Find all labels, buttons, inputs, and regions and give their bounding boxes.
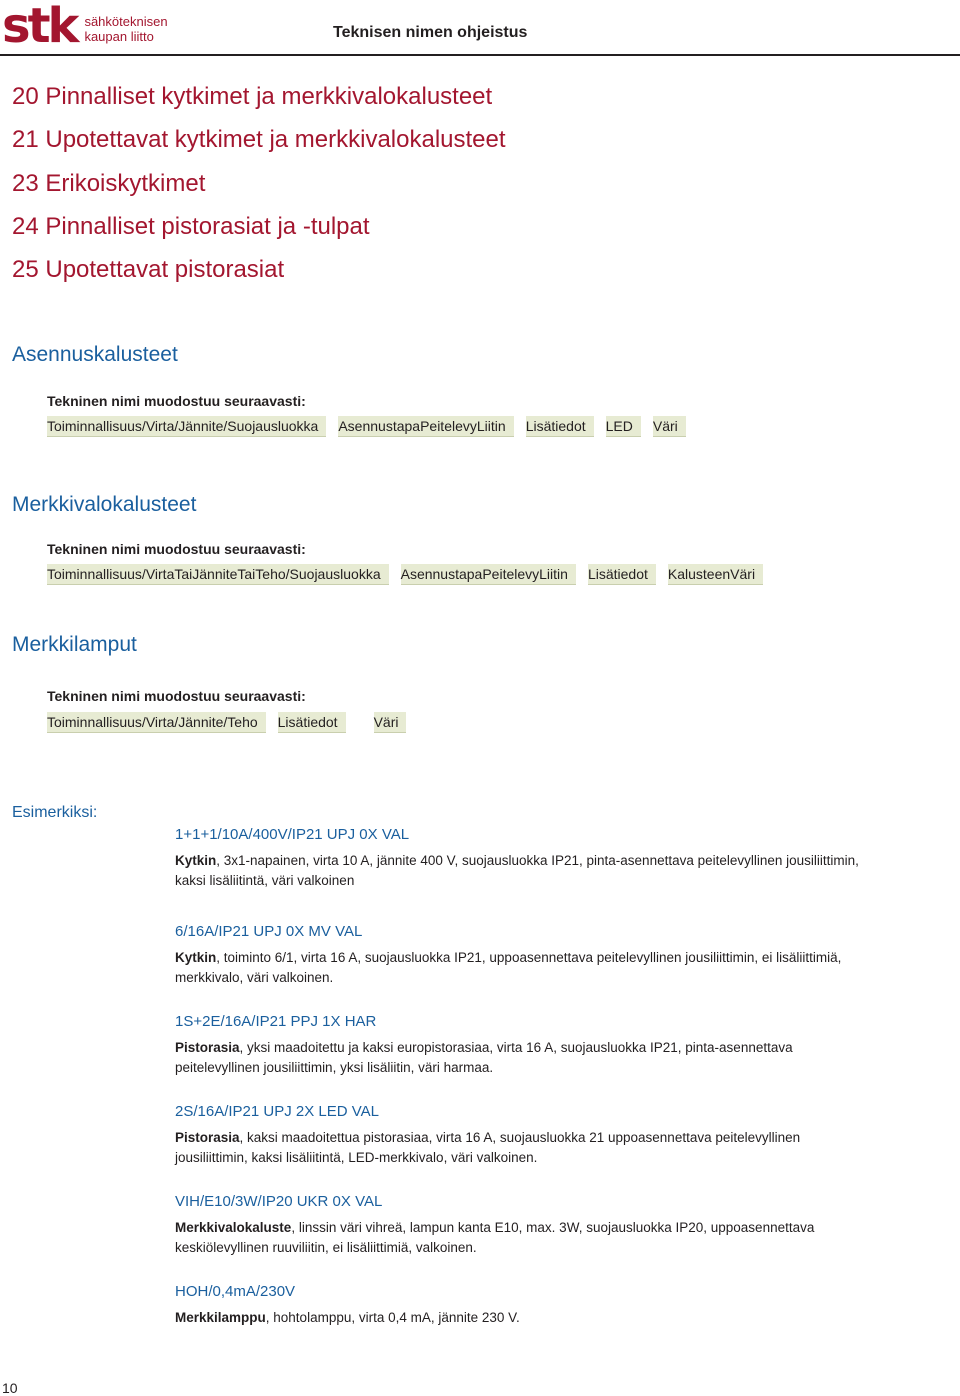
example-details: , linssin väri vihreä, lampun kanta E10, max. 3W, suojausluokka IP20, uppoasennettava keskiölevyllinen ruuviliitin, ei lisäliittimiä, valkoinen.: [175, 1220, 815, 1255]
example-item: [175, 922, 875, 987]
category-item: 23 Erikoiskytkimet: [12, 169, 206, 197]
document-title: Teknisen nimen ohjeistus: [333, 24, 528, 41]
example-code: 1+1+1/10A/400V/IP21 UPJ 0X VAL: [175, 826, 410, 843]
logo-subtitle-line1: sähköteknisen: [84, 14, 168, 29]
formula-chip: Toiminnallisuus/Virta/Jännite/Teho: [47, 712, 266, 733]
formula-chip: Lisätiedot: [278, 712, 346, 733]
formula-chip: AsennustapaPeitelevyLiitin: [401, 564, 576, 585]
category-item: 24 Pinnalliset pistorasiat ja -tulpat: [12, 212, 370, 240]
formula-chip: KalusteenVäri: [668, 564, 763, 585]
example-description: [175, 1128, 875, 1167]
formula-label: Tekninen nimi muodostuu seuraavasti:: [47, 541, 306, 557]
example-item: [175, 825, 875, 890]
category-item: 21 Upotettavat kytkimet ja merkkivalokalusteet: [12, 126, 506, 154]
formula-chip: AsennustapaPeitelevyLiitin: [338, 416, 513, 437]
example-product-type: Kytkin: [175, 950, 217, 965]
section-title-merkkivalokalusteet: Merkkivalokalusteet: [12, 493, 197, 516]
examples-label: Esimerkiksi:: [12, 804, 98, 821]
example-product-type: Merkkivalokaluste: [175, 1220, 292, 1235]
example-item: [175, 1192, 875, 1257]
example-product-type: Merkkilamppu: [175, 1310, 266, 1325]
example-description: [175, 948, 875, 987]
example-details: , toiminto 6/1, virta 16 A, suojausluokka IP21, uppoasennettava peitelevyllinen jousiliittimin, ei lisäliittimiä, merkkivalo, väri valkoinen.: [175, 950, 842, 985]
example-code: VIH/E10/3W/IP20 UKR 0X VAL: [175, 1193, 383, 1210]
formula-chips: [47, 416, 698, 437]
example-product-type: Pistorasia: [175, 1040, 240, 1055]
formula-chip: Lisätiedot: [588, 564, 656, 585]
example-item: [175, 1102, 875, 1167]
section-title-asennuskalusteet: Asennuskalusteet: [12, 343, 178, 366]
section-title-merkkilamput: Merkkilamput: [12, 633, 137, 656]
example-description: [175, 851, 875, 890]
category-item: 25 Upotettavat pistorasiat: [12, 256, 285, 284]
example-details: , yksi maadoitettu ja kaksi europistorasiaa, virta 16 A, suojausluokka IP21, pinta-asennettava peitelevyllinen jousiliittimin, yksi lisäliitin, väri harmaa.: [175, 1040, 793, 1075]
example-code: 6/16A/IP21 UPJ 0X MV VAL: [175, 923, 363, 940]
logo-mark: stk: [2, 0, 77, 54]
formula-chips: [47, 564, 775, 585]
example-description: [175, 1038, 875, 1077]
example-item: [175, 1012, 875, 1077]
example-description: [175, 1308, 875, 1328]
example-item: [175, 1282, 875, 1328]
example-details: , hohtolamppu, virta 0,4 mA, jännite 230 V.: [265, 1310, 520, 1325]
example-code: 2S/16A/IP21 UPJ 2X LED VAL: [175, 1103, 380, 1120]
page-number: 10: [2, 1380, 18, 1396]
formula-chip: Toiminnallisuus/Virta/Jännite/Suojausluokka: [47, 416, 326, 437]
formula-label: Tekninen nimi muodostuu seuraavasti:: [47, 393, 306, 409]
formula-chip: LED: [606, 416, 641, 437]
example-product-type: Kytkin: [175, 853, 217, 868]
category-list: [12, 82, 506, 298]
category-item: 20 Pinnalliset kytkimet ja merkkivalokalusteet: [12, 83, 493, 110]
example-details: , kaksi maadoitettua pistorasiaa, virta 16 A, suojausluokka 21 uppoasennettava peitelevyllinen jousiliittimin, kaksi lisäliitintä, LED-merkkivalo, väri valkoinen.: [175, 1130, 801, 1165]
example-description: [175, 1218, 875, 1257]
logo-subtitle-line2: kaupan liitto: [84, 29, 154, 44]
formula-chip: Väri: [653, 416, 686, 437]
example-details: , 3x1-napainen, virta 10 A, jännite 400 V, suojausluokka IP21, pinta-asennettava peitelevyllinen jousiliittimin, kaksi lisäliitintä, väri valkoinen: [175, 853, 859, 888]
formula-label: Tekninen nimi muodostuu seuraavasti:: [47, 688, 306, 704]
formula-chip: Väri: [374, 712, 407, 733]
formula-chips: [47, 712, 418, 733]
example-code: HOH/0,4mA/230V: [175, 1283, 296, 1300]
example-code: 1S+2E/16A/IP21 PPJ 1X HAR: [175, 1013, 377, 1030]
header-divider: [0, 54, 960, 56]
stk-logo: [2, 0, 168, 54]
formula-chip: Lisätiedot: [526, 416, 594, 437]
page-header: [0, 0, 960, 56]
example-product-type: Pistorasia: [175, 1130, 240, 1145]
logo-subtitle: [84, 14, 167, 44]
formula-chip: Toiminnallisuus/VirtaTaiJänniteTaiTeho/Suojausluokka: [47, 564, 389, 585]
